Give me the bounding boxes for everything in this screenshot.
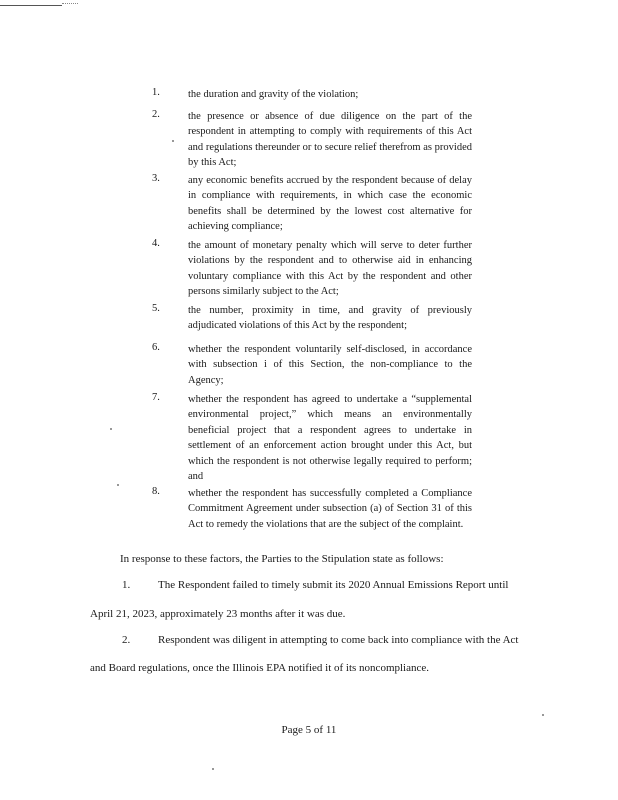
factor-text: whether the respondent has successfully completed a Compliance Commitment Agreement under subsection (a) of Section 31 of this Act to remedy the violations that are the subject of the complaint. xyxy=(188,488,472,530)
factor-number: 8. xyxy=(152,486,160,497)
page-number: Page 5 of 11 xyxy=(281,724,337,736)
paragraph-line: Respondent was diligent in attempting to come back into compliance with the Act xyxy=(158,634,519,646)
factor-text: the amount of monetary penalty which will serve to deter further violations by the respondent and to otherwise aid in enhancing voluntary compliance with this Act by the respondent and other persons similarly subject to the Act; xyxy=(188,240,472,298)
factor-number: 1. xyxy=(152,87,160,98)
factor-text: whether the respondent has agreed to undertake a “supplemental environmental project,” which means an environmentally beneficial project that a respondent agrees to undertake in settlement of an enforcement action brought under this Act, but which the respondent is not otherwise legally required to perform; and xyxy=(188,394,472,483)
factor-number: 3. xyxy=(152,173,160,184)
factor-number: 2. xyxy=(152,109,160,120)
scan-speck xyxy=(117,484,119,486)
paragraph-number: 1. xyxy=(122,579,131,591)
factor-number: 5. xyxy=(152,303,160,314)
scan-speck xyxy=(542,714,544,716)
factor-number: 4. xyxy=(152,238,160,249)
header-dots xyxy=(62,3,78,4)
header-rule xyxy=(0,5,62,6)
factor-text: any economic benefits accrued by the respondent because of delay in compliance with requirements, in which case the economic benefits shall be determined by the lowest cost alternative for achieving compliance; xyxy=(188,175,472,233)
paragraph-line: and Board regulations, once the Illinois EPA notified it of its noncompliance. xyxy=(90,662,430,674)
intro-sentence: In response to these factors, the Parties to the Stipulation state as follows: xyxy=(120,553,444,565)
factor-text: whether the respondent voluntarily self-disclosed, in accordance with subsection i of this Section, the non-compliance to the Agency; xyxy=(188,344,472,386)
paragraph-line: The Respondent failed to timely submit its 2020 Annual Emissions Report until xyxy=(158,579,509,591)
factor-number: 7. xyxy=(152,392,160,403)
scan-speck xyxy=(212,768,214,770)
factor-number: 6. xyxy=(152,342,160,353)
factor-text: the duration and gravity of the violation; xyxy=(188,89,359,100)
factor-text: the presence or absence of due diligence on the part of the respondent in attempting to comply with requirements of this Act and regulations thereunder or to secure relief therefrom as provided by this Act; xyxy=(188,111,472,169)
paragraph-number: 2. xyxy=(122,634,131,646)
paragraph-line: April 21, 2023, approximately 23 months after it was due. xyxy=(90,608,346,620)
scan-speck xyxy=(110,428,112,430)
factor-text: the number, proximity in time, and gravity of previously adjudicated violations of this Act by the respondent; xyxy=(188,305,472,332)
scan-speck xyxy=(172,140,174,142)
